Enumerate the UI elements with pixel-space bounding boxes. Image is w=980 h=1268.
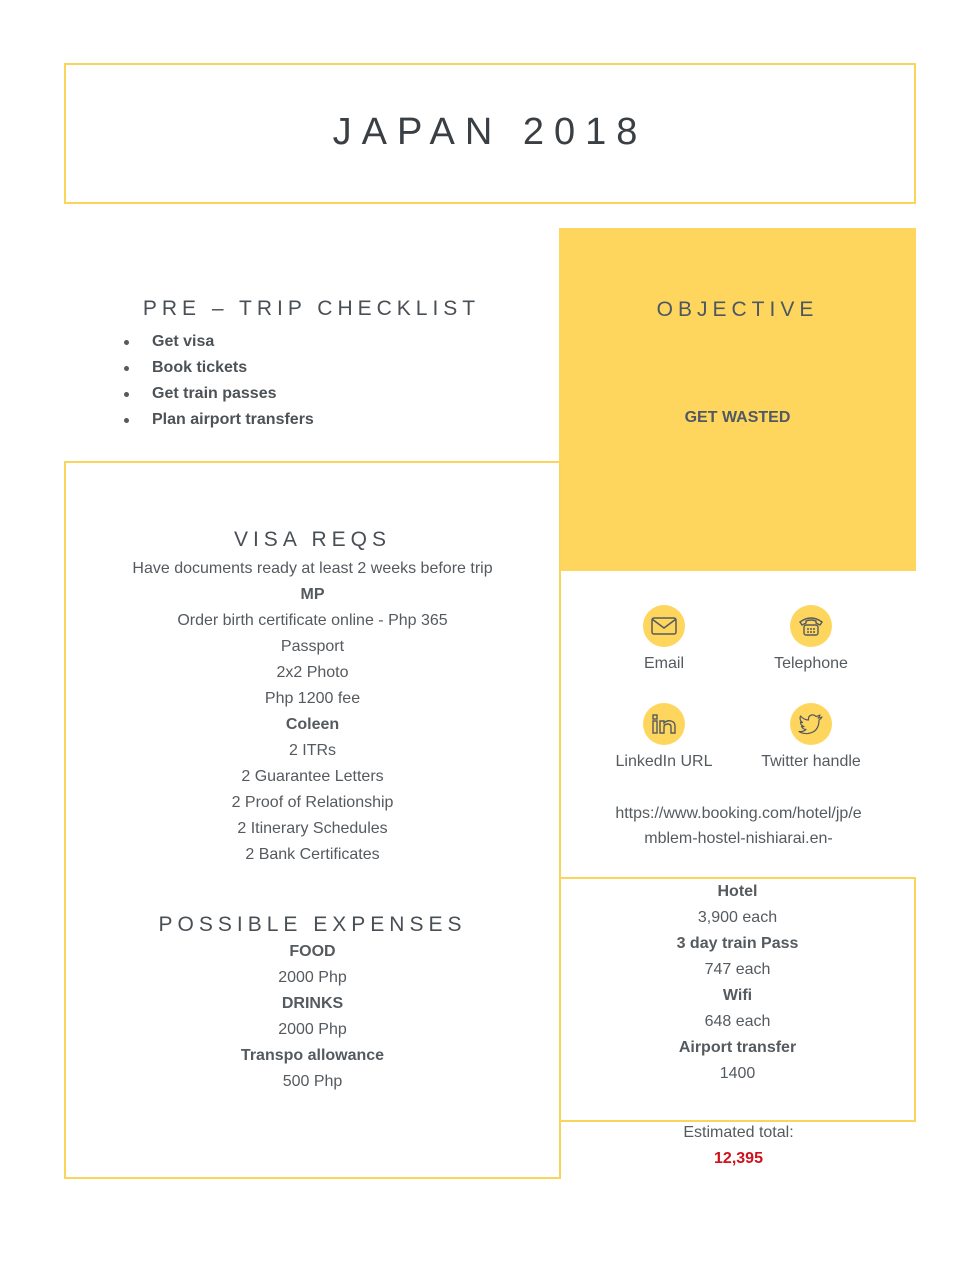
list-item: Get train passes bbox=[152, 381, 559, 407]
linkedin-label: LinkedIn URL bbox=[615, 753, 713, 770]
visa-section bbox=[64, 528, 561, 868]
list-item: Get visa bbox=[152, 329, 559, 355]
visa-note: Have documents ready at least 2 weeks before trip bbox=[132, 560, 493, 577]
contacts-section bbox=[561, 571, 916, 876]
email-label: Email bbox=[643, 655, 684, 672]
expenses-section bbox=[64, 913, 561, 1095]
train-label: 3 day train Pass bbox=[676, 935, 799, 952]
list-item: 2 ITRs bbox=[288, 742, 337, 759]
wifi-label: Wifi bbox=[722, 987, 753, 1004]
url-line: https://www.booking.com/hotel/jp/e bbox=[615, 805, 862, 822]
page-title: JAPAN 2018 bbox=[332, 111, 648, 153]
url-line: mblem-hostel-nishiarai.en- bbox=[644, 830, 833, 847]
telephone-icon bbox=[790, 605, 832, 647]
objective-heading: OBJECTIVE bbox=[656, 298, 819, 321]
list-item: Book tickets bbox=[152, 355, 559, 381]
total-label: Estimated total: bbox=[683, 1124, 794, 1141]
twitter-label: Twitter handle bbox=[761, 753, 861, 770]
train-value: 747 each bbox=[704, 961, 771, 978]
list-item: Order birth certificate online - Php 365 bbox=[177, 612, 448, 629]
checklist-list bbox=[64, 329, 559, 433]
list-item: 2x2 Photo bbox=[276, 664, 349, 681]
checklist-heading: PRE – TRIP CHECKLIST bbox=[142, 297, 481, 320]
list-item: 2 Proof of Relationship bbox=[231, 794, 394, 811]
costs-list bbox=[561, 879, 914, 1087]
transpo-label: Transpo allowance bbox=[240, 1047, 385, 1064]
list-item: 2 Guarantee Letters bbox=[241, 768, 384, 785]
food-label: FOOD bbox=[289, 943, 336, 960]
wifi-value: 648 each bbox=[704, 1013, 771, 1030]
total-section bbox=[561, 1120, 916, 1172]
drinks-label: DRINKS bbox=[281, 995, 344, 1012]
costs-panel bbox=[559, 877, 916, 1122]
telephone-contact[interactable] bbox=[736, 605, 886, 673]
expenses-heading: POSSIBLE EXPENSES bbox=[158, 913, 467, 936]
visa-mp-label: MP bbox=[300, 586, 325, 603]
title-box bbox=[64, 63, 916, 204]
list-item: 2 Itinerary Schedules bbox=[237, 820, 388, 837]
visa-list bbox=[64, 556, 561, 868]
list-item: 2 Bank Certificates bbox=[245, 846, 380, 863]
airport-label: Airport transfer bbox=[678, 1039, 797, 1056]
list-item: Plan airport transfers bbox=[152, 407, 559, 433]
hotel-value: 3,900 each bbox=[697, 909, 778, 926]
total-amount: 12,395 bbox=[714, 1150, 763, 1167]
twitter-contact[interactable] bbox=[736, 703, 886, 771]
email-contact[interactable] bbox=[589, 605, 739, 673]
drinks-value: 2000 Php bbox=[278, 1021, 347, 1038]
objective-panel bbox=[559, 228, 916, 571]
linkedin-icon bbox=[643, 703, 685, 745]
twitter-icon bbox=[790, 703, 832, 745]
airport-value: 1400 bbox=[719, 1065, 756, 1082]
checklist-section bbox=[64, 297, 559, 433]
list-item: Passport bbox=[280, 638, 345, 655]
expenses-list bbox=[64, 939, 561, 1095]
email-icon bbox=[643, 605, 685, 647]
visa-heading: VISA REQS bbox=[233, 528, 392, 551]
visa-coleen-label: Coleen bbox=[285, 716, 340, 733]
food-value: 2000 Php bbox=[278, 969, 347, 986]
booking-url[interactable] bbox=[561, 801, 916, 851]
transpo-value: 500 Php bbox=[282, 1073, 343, 1090]
telephone-label: Telephone bbox=[774, 655, 848, 672]
hotel-label: Hotel bbox=[717, 883, 758, 900]
list-item: Php 1200 fee bbox=[264, 690, 361, 707]
objective-goal: GET WASTED bbox=[684, 409, 791, 426]
linkedin-contact[interactable] bbox=[589, 703, 739, 771]
